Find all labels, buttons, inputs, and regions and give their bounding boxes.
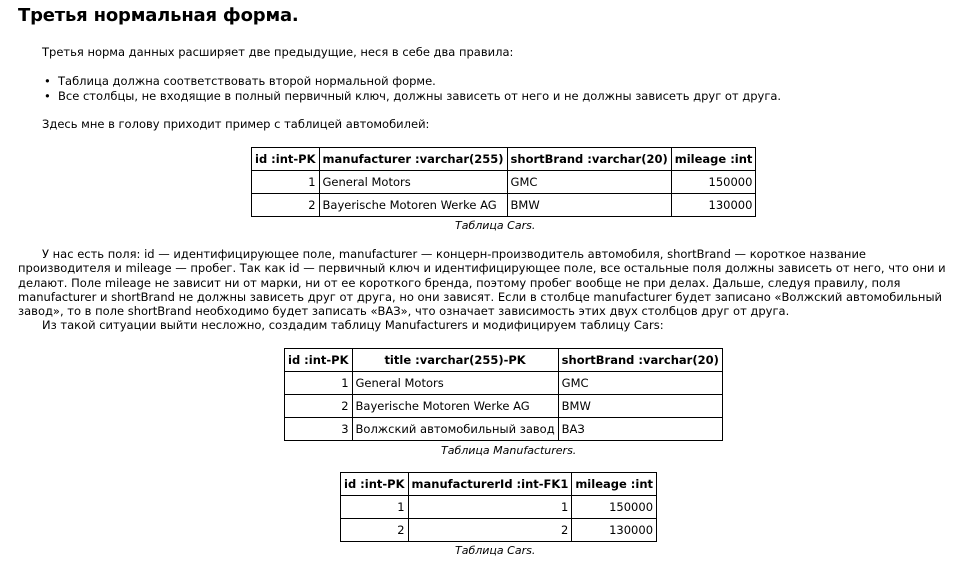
cell-short-brand: ВАЗ <box>558 418 722 441</box>
cell-manufacturer-id: 1 <box>408 496 572 519</box>
column-header: title :varchar(255)-PK <box>352 349 558 372</box>
cell-title: Волжский автомобильный завод <box>352 418 558 441</box>
example-intro: Здесь мне в голову приходит пример с таблицей автомобилей: <box>42 117 430 131</box>
cell-id: 3 <box>285 418 353 441</box>
cell-short-brand: BMW <box>558 395 722 418</box>
cell-short-brand: GMC <box>507 171 671 194</box>
table-caption: Таблица Cars. <box>455 219 536 232</box>
cell-id: 1 <box>341 496 409 519</box>
rule-item: • Все столбцы, не входящие в полный первичный ключ, должны зависеть от него и не должны зависеть друг от друга. <box>44 89 781 104</box>
cell-manufacturer-id: 2 <box>408 519 572 542</box>
cell-mileage: 130000 <box>572 519 657 542</box>
table-caption: Таблица Manufacturers. <box>441 444 577 457</box>
cell-short-brand: GMC <box>558 372 722 395</box>
column-header: id :int-PK <box>341 473 409 496</box>
manufacturers-table <box>284 348 723 441</box>
cell-manufacturer: Bayerische Motoren Werke AG <box>319 194 507 217</box>
cars-table-before <box>251 147 756 217</box>
column-header: id :int-PK <box>252 148 320 171</box>
table-row <box>285 395 723 418</box>
table-row <box>341 496 657 519</box>
column-header: manufacturer :varchar(255) <box>319 148 507 171</box>
column-header: mileage :int <box>572 473 657 496</box>
intro-paragraph: Третья норма данных расширяет две предыдущие, неся в себе два правила: <box>42 45 514 59</box>
rules-list <box>44 74 781 103</box>
cell-mileage: 150000 <box>671 171 756 194</box>
table-header-row <box>341 473 657 496</box>
cell-title: Bayerische Motoren Werke AG <box>352 395 558 418</box>
cell-id: 2 <box>252 194 320 217</box>
cell-manufacturer: General Motors <box>319 171 507 194</box>
column-header: manufacturerId :int-FK1 <box>408 473 572 496</box>
column-header: id :int-PK <box>285 349 353 372</box>
column-header: shortBrand :varchar(20) <box>558 349 722 372</box>
page-title: Третья нормальная форма. <box>18 5 299 26</box>
rule-item: • Таблица должна соответствовать второй нормальной форме. <box>44 74 781 89</box>
table-row <box>285 418 723 441</box>
table-row <box>341 519 657 542</box>
explanation-paragraph: У нас есть поля: id — идентифицирующее поле, manufacturer — концерн-производитель автомобиля, shortBrand — короткое название производителя и mileage — пробег. Так как id — первичный ключ и идентифицирующее поле, все остальные поля должны зависеть от него, что они и делают. Поле mileage не зависит ни от марки, ни от ее короткого бренда, поэтому пробег вообще не при делах. Дальше, следуя правилу, поля manufacturer и shortBrand не должны зависеть друг от друга, но они зависят. Если в столбце manufacturer будет записано «Волжский автомобильный завод», то в поле shortBrand необходимо будет записать «ВАЗ», что означает зависимость этих двух столбцов друг от друга. <box>18 247 946 319</box>
cell-mileage: 150000 <box>572 496 657 519</box>
table-caption: Таблица Cars. <box>455 544 536 557</box>
cell-title: General Motors <box>352 372 558 395</box>
table-row <box>252 194 756 217</box>
cell-id: 2 <box>341 519 409 542</box>
cell-short-brand: BMW <box>507 194 671 217</box>
cell-mileage: 130000 <box>671 194 756 217</box>
cell-id: 1 <box>285 372 353 395</box>
cell-id: 1 <box>252 171 320 194</box>
table-row <box>285 372 723 395</box>
column-header: mileage :int <box>671 148 756 171</box>
cell-id: 2 <box>285 395 353 418</box>
table-header-row <box>285 349 723 372</box>
cars-table-after <box>340 472 657 542</box>
table-row <box>252 171 756 194</box>
column-header: shortBrand :varchar(20) <box>507 148 671 171</box>
table-header-row <box>252 148 756 171</box>
solution-paragraph: Из такой ситуации выйти несложно, создадим таблицу Manufacturers и модифицируем таблицу Cars: <box>42 318 664 332</box>
